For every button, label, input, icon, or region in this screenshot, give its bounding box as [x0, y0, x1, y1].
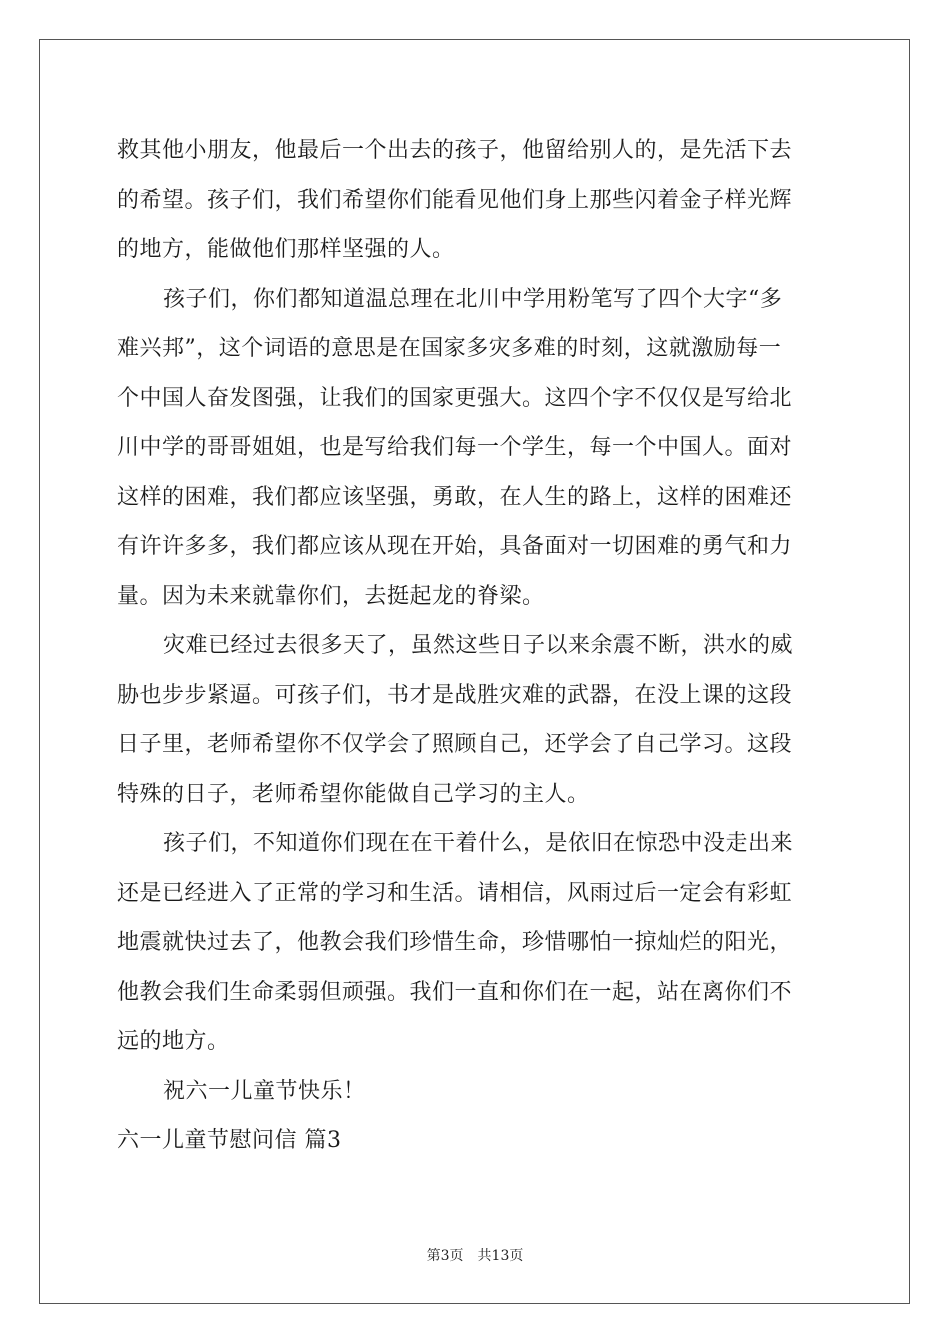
page-footer — [0, 1246, 950, 1266]
text-line: 量。因为未来就靠你们，去挺起龙的脊梁。 — [117, 583, 545, 609]
text-line: 个中国人奋发图强，让我们的国家更强大。这四个字不仅仅是写给北 — [117, 385, 793, 411]
text-line: 川中学的哥哥姐姐，也是写给我们每一个学生，每一个中国人。面对 — [117, 435, 793, 460]
text-line: 有许许多多，我们都应该从现在开始，具备面对一切困难的勇气和力 — [117, 534, 793, 559]
paragraph-start-line: 灾难已经过去很多天了，虽然这些日子以来余震不断，洪水的威 — [163, 633, 794, 658]
paragraph-start-line: 孩子们，你们都知道温总理在北川中学用粉笔写了四个大字“多 — [163, 286, 783, 312]
text-line: 救其他小朋友，他最后一个出去的孩子，他留给别人的，是先活下去 — [117, 138, 793, 163]
text-line: 地震就快过去了，他教会我们珍惜生命，珍惜哪怕一掠灿烂的阳光， — [117, 930, 793, 955]
text-line: 难兴邦”，这个词语的意思是在国家多灾多难的时刻，这就激励每一 — [117, 336, 782, 361]
page-number: 第3页 — [426, 1248, 464, 1264]
text-line: 特殊的日子，老师希望你能做自己学习的主人。 — [117, 781, 590, 807]
text-line: 他教会我们生命柔弱但顽强。我们一直和你们在一起，站在离你们不 — [117, 979, 793, 1005]
document-body — [117, 126, 833, 1166]
text-line: 的地方，能做他们那样坚强的人。 — [117, 237, 455, 262]
text-line: 的希望。孩子们，我们希望你们能看见他们身上那些闪着金子样光辉 — [117, 187, 793, 213]
text-line: 还是已经进入了正常的学习和生活。请相信，风雨过后一定会有彩虹 — [117, 880, 793, 906]
text-line: 胁也步步紧逼。可孩子们，书才是战胜灾难的武器，在没上课的这段 — [117, 682, 793, 708]
section-heading: 六一儿童节慰问信 篇3 — [117, 1128, 342, 1153]
text-line: 这样的困难，我们都应该坚强，勇敢，在人生的路上，这样的困难还 — [117, 484, 793, 510]
paragraph-start-line: 孩子们，不知道你们现在在干着什么，是依旧在惊恐中没走出来 — [163, 831, 794, 856]
greeting-line: 祝六一儿童节快乐！ — [163, 1078, 366, 1104]
page-total: 共13页 — [477, 1248, 524, 1264]
text-line: 日子里，老师希望你不仅学会了照顾自己，还学会了自己学习。这段 — [117, 732, 793, 757]
text-line: 远的地方。 — [117, 1029, 230, 1054]
